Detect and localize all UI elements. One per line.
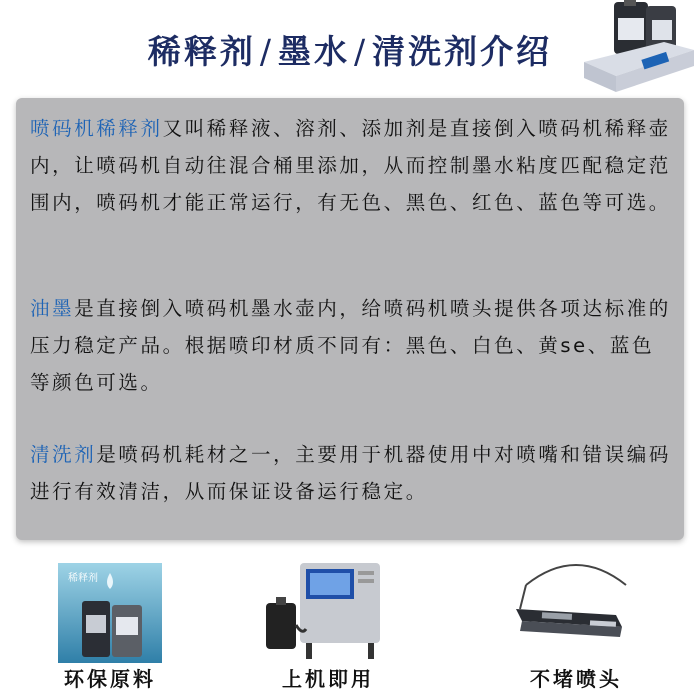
printhead-image bbox=[506, 555, 646, 665]
diluent-term: 喷码机稀释剂 bbox=[30, 117, 163, 140]
diluent-text: 又叫稀释液、溶剂、添加剂是直接倒入喷码机稀释壶内，让喷码机自动往混合桶里添加，从而控制墨水粘度匹配稳定范围内，喷码机才能正常运行，有无色、黑色、红色、蓝色等可选。 bbox=[30, 117, 671, 214]
diluent-bottle-image bbox=[40, 555, 180, 665]
inkjet-printer-image bbox=[258, 555, 398, 665]
feature-caption: 不堵喷头 bbox=[530, 667, 622, 691]
product-bottles-image bbox=[584, 0, 694, 95]
feature-eco-material bbox=[40, 555, 180, 695]
title-part-diluent: 稀释剂 bbox=[147, 32, 256, 71]
ink-term: 油墨 bbox=[30, 297, 75, 320]
cleaner-description bbox=[30, 436, 675, 510]
ink-description bbox=[30, 290, 675, 401]
feature-caption: 上机即用 bbox=[282, 667, 374, 691]
ink-text: 是直接倒入喷码机墨水壶内，给喷码机喷头提供各项达标准的压力稳定产品。根据喷印材质不同有：黑色、白色、黄se、蓝色等颜色可选。 bbox=[30, 297, 671, 394]
title-part-cleaner: 清洗剂介绍 bbox=[372, 32, 553, 71]
title-separator: / bbox=[259, 32, 274, 71]
title-part-ink: 墨水 bbox=[278, 32, 350, 71]
description-panel bbox=[16, 98, 684, 540]
feature-no-clog bbox=[506, 555, 646, 695]
feature-ready-to-use bbox=[258, 555, 398, 695]
diluent-description bbox=[30, 110, 675, 221]
cleaner-term: 清洗剂 bbox=[30, 443, 97, 466]
diluent-label: 稀释剂 bbox=[68, 573, 98, 584]
title-separator: / bbox=[354, 32, 369, 71]
feature-caption: 环保原料 bbox=[64, 667, 156, 691]
cleaner-text: 是喷码机耗材之一，主要用于机器使用中对喷嘴和错误编码进行有效清洁，从而保证设备运行稳定。 bbox=[30, 443, 671, 503]
